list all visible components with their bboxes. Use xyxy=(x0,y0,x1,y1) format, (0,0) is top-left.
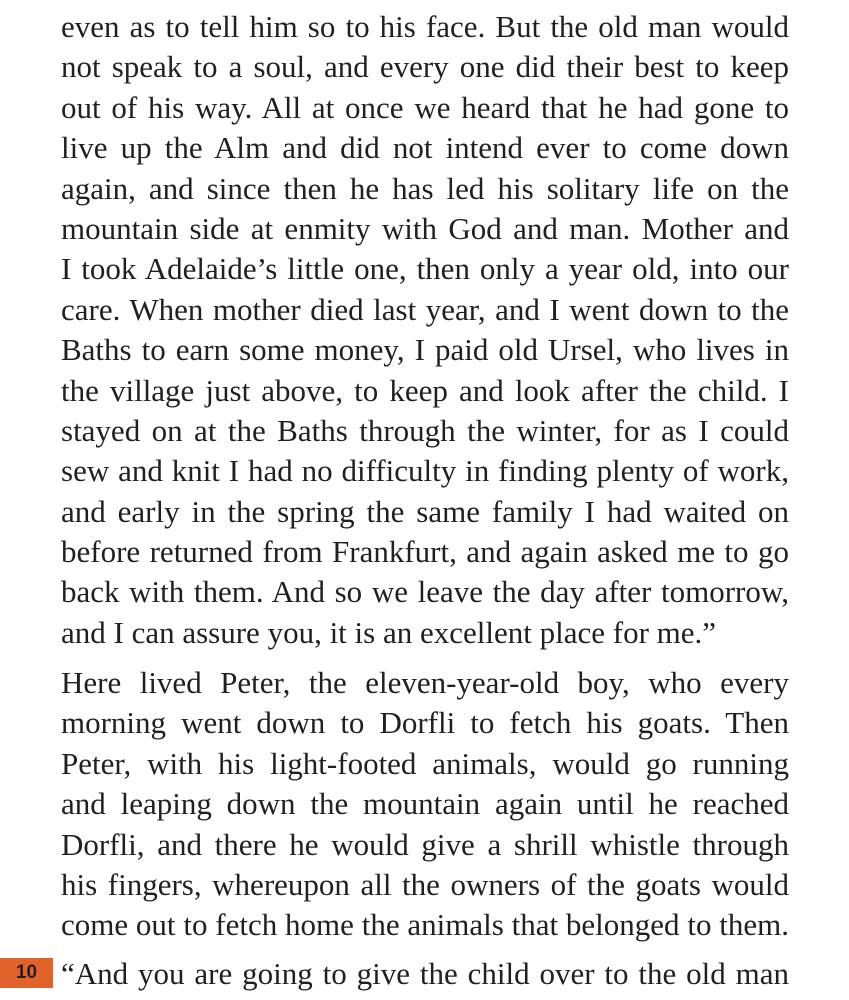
text-line: live up the Alm and did not intend ever to come down xyxy=(61,130,789,166)
text-line: and early in the spring the same family I had waited on xyxy=(61,493,789,529)
text-line: care. When mother died last year, and I went down to the xyxy=(61,291,789,327)
text-line: stayed on at the Baths through the winter, for as I could xyxy=(61,412,789,448)
paragraph-1 xyxy=(61,7,789,653)
text-line: sew and knit I had no difficulty in finding plenty of work, xyxy=(61,453,789,489)
text-line: Peter, with his light-footed animals, would go running xyxy=(61,745,789,781)
paragraph-2 xyxy=(61,663,789,946)
text-line: his fingers, whereupon all the owners of the goats would xyxy=(61,866,789,902)
text-line: again, and since then he has led his solitary life on the xyxy=(61,170,789,206)
text-line: I took Adelaide’s little one, then only a year old, into our xyxy=(61,251,789,287)
text-line: even as to tell him so to his face. But the old man would xyxy=(61,9,789,44)
text-line: and I can assure you, it is an excellent place for me.” xyxy=(61,614,717,650)
text-line: Dorfli, and there he would give a shrill whistle through xyxy=(61,826,789,862)
page-number-badge: 10 xyxy=(0,958,53,988)
text-line: back with them. And so we leave the day after tomorrow, xyxy=(61,574,789,610)
text-line: Baths to earn some money, I paid old Ursel, who lives in xyxy=(61,332,789,368)
text-line: morning went down to Dorfli to fetch his goats. Then xyxy=(61,705,789,741)
text-line: the village just above, to keep and look after the child. I xyxy=(61,372,789,408)
text-line: “And you are going to give the child over to the old man xyxy=(61,956,789,991)
text-line: before returned from Frankfurt, and again asked me to go xyxy=(61,534,789,570)
text-line: mountain side at enmity with God and man. Mother and xyxy=(61,210,789,246)
text-line: come out to fetch home the animals that belonged to them. xyxy=(61,907,789,943)
text-line: Here lived Peter, the eleven-year-old boy, who every xyxy=(61,665,789,700)
text-line: out of his way. All at once we heard that he had gone to xyxy=(61,89,789,125)
text-line: and leaping down the mountain again until he reached xyxy=(61,786,789,822)
paragraph-3 xyxy=(61,954,789,994)
text-line: not speak to a soul, and every one did their best to keep xyxy=(61,49,789,85)
